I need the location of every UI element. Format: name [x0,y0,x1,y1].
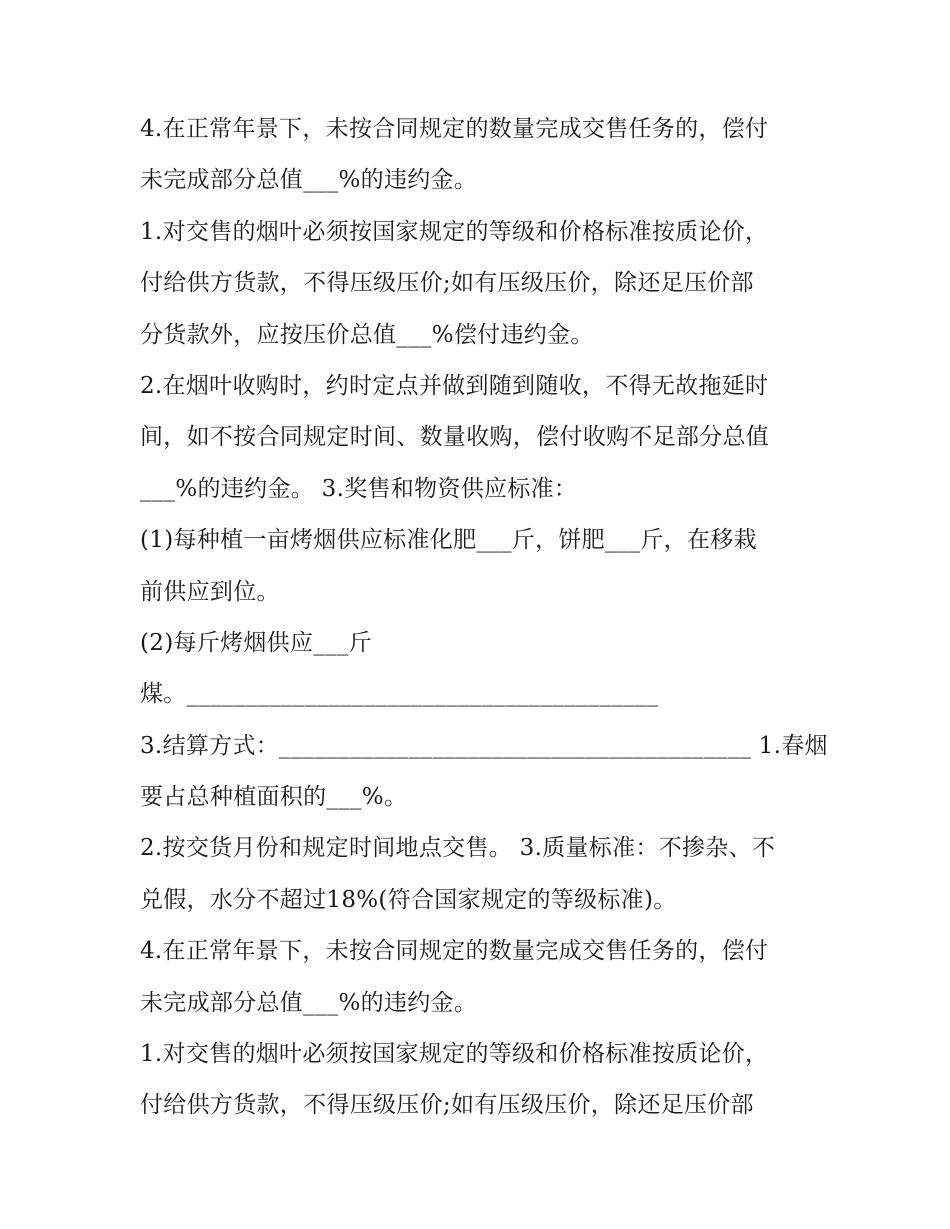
text-line: (2)每斤烤烟供应___斤 [140,629,372,656]
text-line: 4.在正常年景下，未按合同规定的数量完成交售任务的，偿付 [140,116,769,142]
text-line: 未完成部分总值___%的违约金。 [140,989,478,1016]
text-line: 1.对交售的烟叶必须按国家规定的等级和价格标准按质论价， [140,1041,769,1068]
text-line: 1.对交售的烟叶必须按国家规定的等级和价格标准按质论价， [140,218,769,245]
text-line: 3.结算方式：________________________________________ 1.春烟 [140,732,828,759]
text-line: 间，如不按合同规定时间、数量收购，偿付收购不足部分总值 [140,424,770,451]
document-body [140,104,828,1132]
text-line: 兑假，水分不超过18%(符合国家规定的等级标准)。 [140,886,677,913]
text-line: 分货款外，应按压价总值___%偿付违约金。 [140,321,594,348]
text-line: 前供应到位。 [140,578,280,605]
text-line: 4.在正常年景下，未按合同规定的数量完成交售任务的，偿付 [140,938,769,965]
text-line: 要占总种植面积的___%。 [140,784,408,811]
text-line: 2.按交货月份和规定时间地点交售。 3.质量标准：不掺杂、不 [140,835,776,862]
text-line: (1)每种植一亩烤烟供应标准化肥___斤，饼肥___斤，在移栽 [140,527,757,554]
text-line: 2.在烟叶收购时，约时定点并做到随到随收，不得无故拖延时 [140,372,769,399]
text-line: ___%的违约金。 3.奖售和物资供应标准： [140,475,578,502]
text-line: 付给供方货款，不得压级压价;如有压级压价，除还足压价部 [140,1092,754,1119]
text-line: 煤。________________________________________ [140,681,659,708]
text-line: 未完成部分总值___%的违约金。 [140,167,478,194]
text-line: 付给供方货款，不得压级压价;如有压级压价，除还足压价部 [140,270,754,297]
